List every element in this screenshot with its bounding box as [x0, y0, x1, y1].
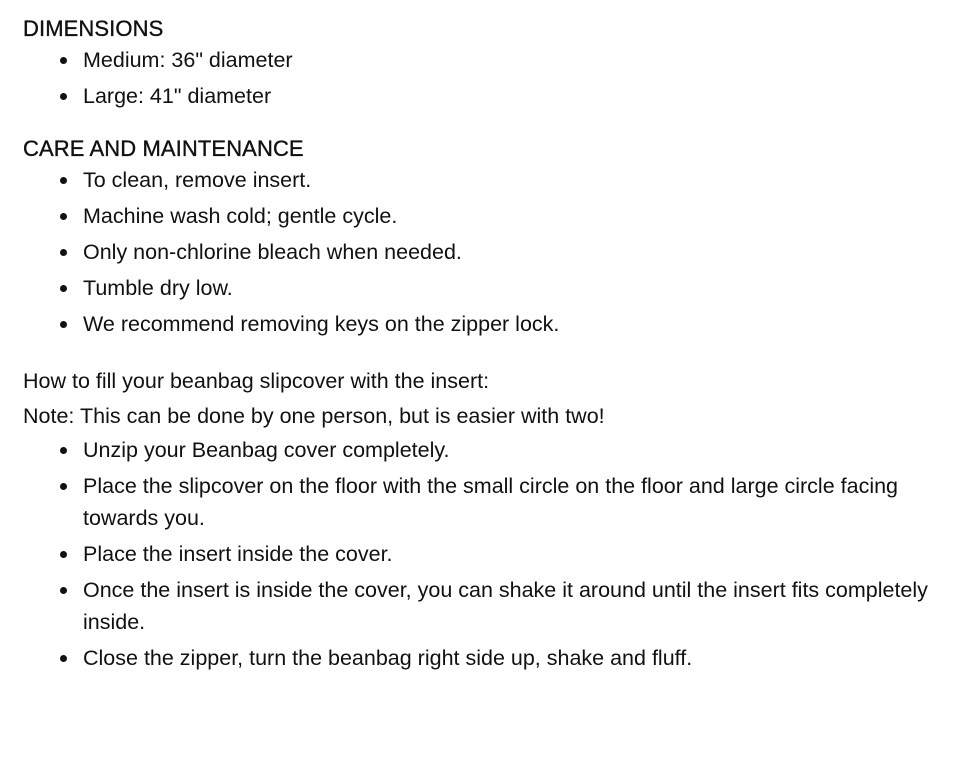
howto-note: Note: This can be done by one person, but is easier with two! [23, 404, 605, 428]
list-item: Place the slipcover on the floor with the small circle on the floor and large circle facing towards you. [83, 470, 958, 534]
dimensions-list [23, 44, 958, 112]
care-heading: CARE AND MAINTENANCE [23, 136, 304, 161]
list-item: Close the zipper, turn the beanbag right side up, shake and fluff. [83, 642, 958, 674]
list-item: Once the insert is inside the cover, you can shake it around until the insert fits completely inside. [83, 574, 958, 638]
list-item: Only non-chlorine bleach when needed. [83, 236, 958, 268]
list-item: Medium: 36" diameter [83, 44, 958, 76]
howto-intro: How to fill your beanbag slipcover with the insert: [23, 369, 490, 393]
howto-steps-list [23, 434, 958, 674]
howto-intro-block [23, 364, 958, 434]
list-item: To clean, remove insert. [83, 164, 958, 196]
list-item: Place the insert inside the cover. [83, 538, 958, 570]
list-item: We recommend removing keys on the zipper lock. [83, 308, 958, 340]
list-item: Machine wash cold; gentle cycle. [83, 200, 958, 232]
list-item: Tumble dry low. [83, 272, 958, 304]
dimensions-heading: DIMENSIONS [23, 16, 164, 41]
list-item: Unzip your Beanbag cover completely. [83, 434, 958, 466]
list-item: Large: 41" diameter [83, 80, 958, 112]
care-list [23, 164, 958, 340]
